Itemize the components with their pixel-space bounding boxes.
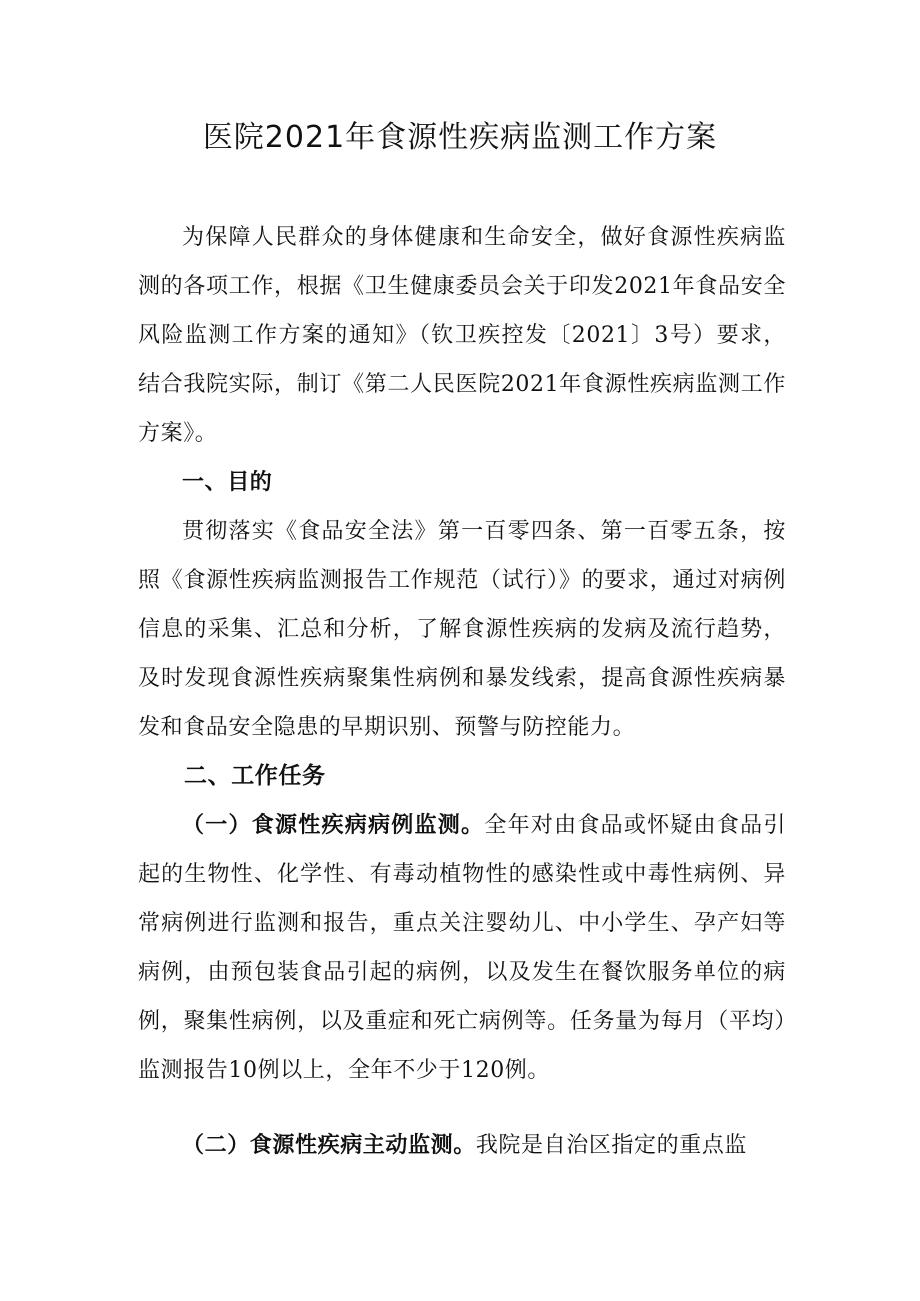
- task-item-1: [138, 801, 786, 1095]
- section-heading-tasks: 二、工作任务: [184, 763, 326, 789]
- purpose-paragraph: 贯彻落实《食品安全法》第一百零四条、第一百零五条，按照《食源性疾病监测报告工作规范（试行）》的要求，通过对病例信息的采集、汇总和分析，了解食源性疾病的发病及流行趋势，及时发现食源性疾病聚集性病例和暴发线索，提高食源性疾病暴发和食品安全隐患的早期识别、预警与防控能力。: [138, 519, 786, 740]
- task-item-2-label: （二）食源性疾病主动监测。: [182, 1133, 476, 1158]
- intro-paragraph: 为保障人民群众的身体健康和生命安全，做好食源性疾病监测的各项工作，根据《卫生健康委员会关于印发2021年食品安全风险监测工作方案的通知》（钦卫疾控发〔2021〕3号）要求，结合我院实际，制订《第二人民医院2021年食源性疾病监测工作方案》。: [138, 225, 786, 446]
- task-item-2-text: 我院是自治区指定的重点监: [475, 1133, 748, 1158]
- document-body: [138, 213, 786, 1170]
- task-item-2: [138, 1121, 786, 1170]
- task-item-1-label: （一）食源性疾病病例监测。: [182, 813, 485, 838]
- section-heading-purpose: 一、目的: [182, 470, 273, 495]
- paragraph-gap: [138, 1095, 786, 1121]
- document-title: 医院2021年食源性疾病监测工作方案: [202, 120, 718, 155]
- task-item-1-text: 全年对由食品或怀疑由食品引起的生物性、化学性、有毒动植物性的感染性或中毒性病例、异常病例进行监测和报告，重点关注婴幼儿、中小学生、孕产妇等病例，由预包装食品引起的病例，以及发生在餐饮服务单位的病例，聚集性病例，以及重症和死亡病例等。任务量为每月（平均）监测报告10例以上，全年不少于120例。: [138, 813, 786, 1083]
